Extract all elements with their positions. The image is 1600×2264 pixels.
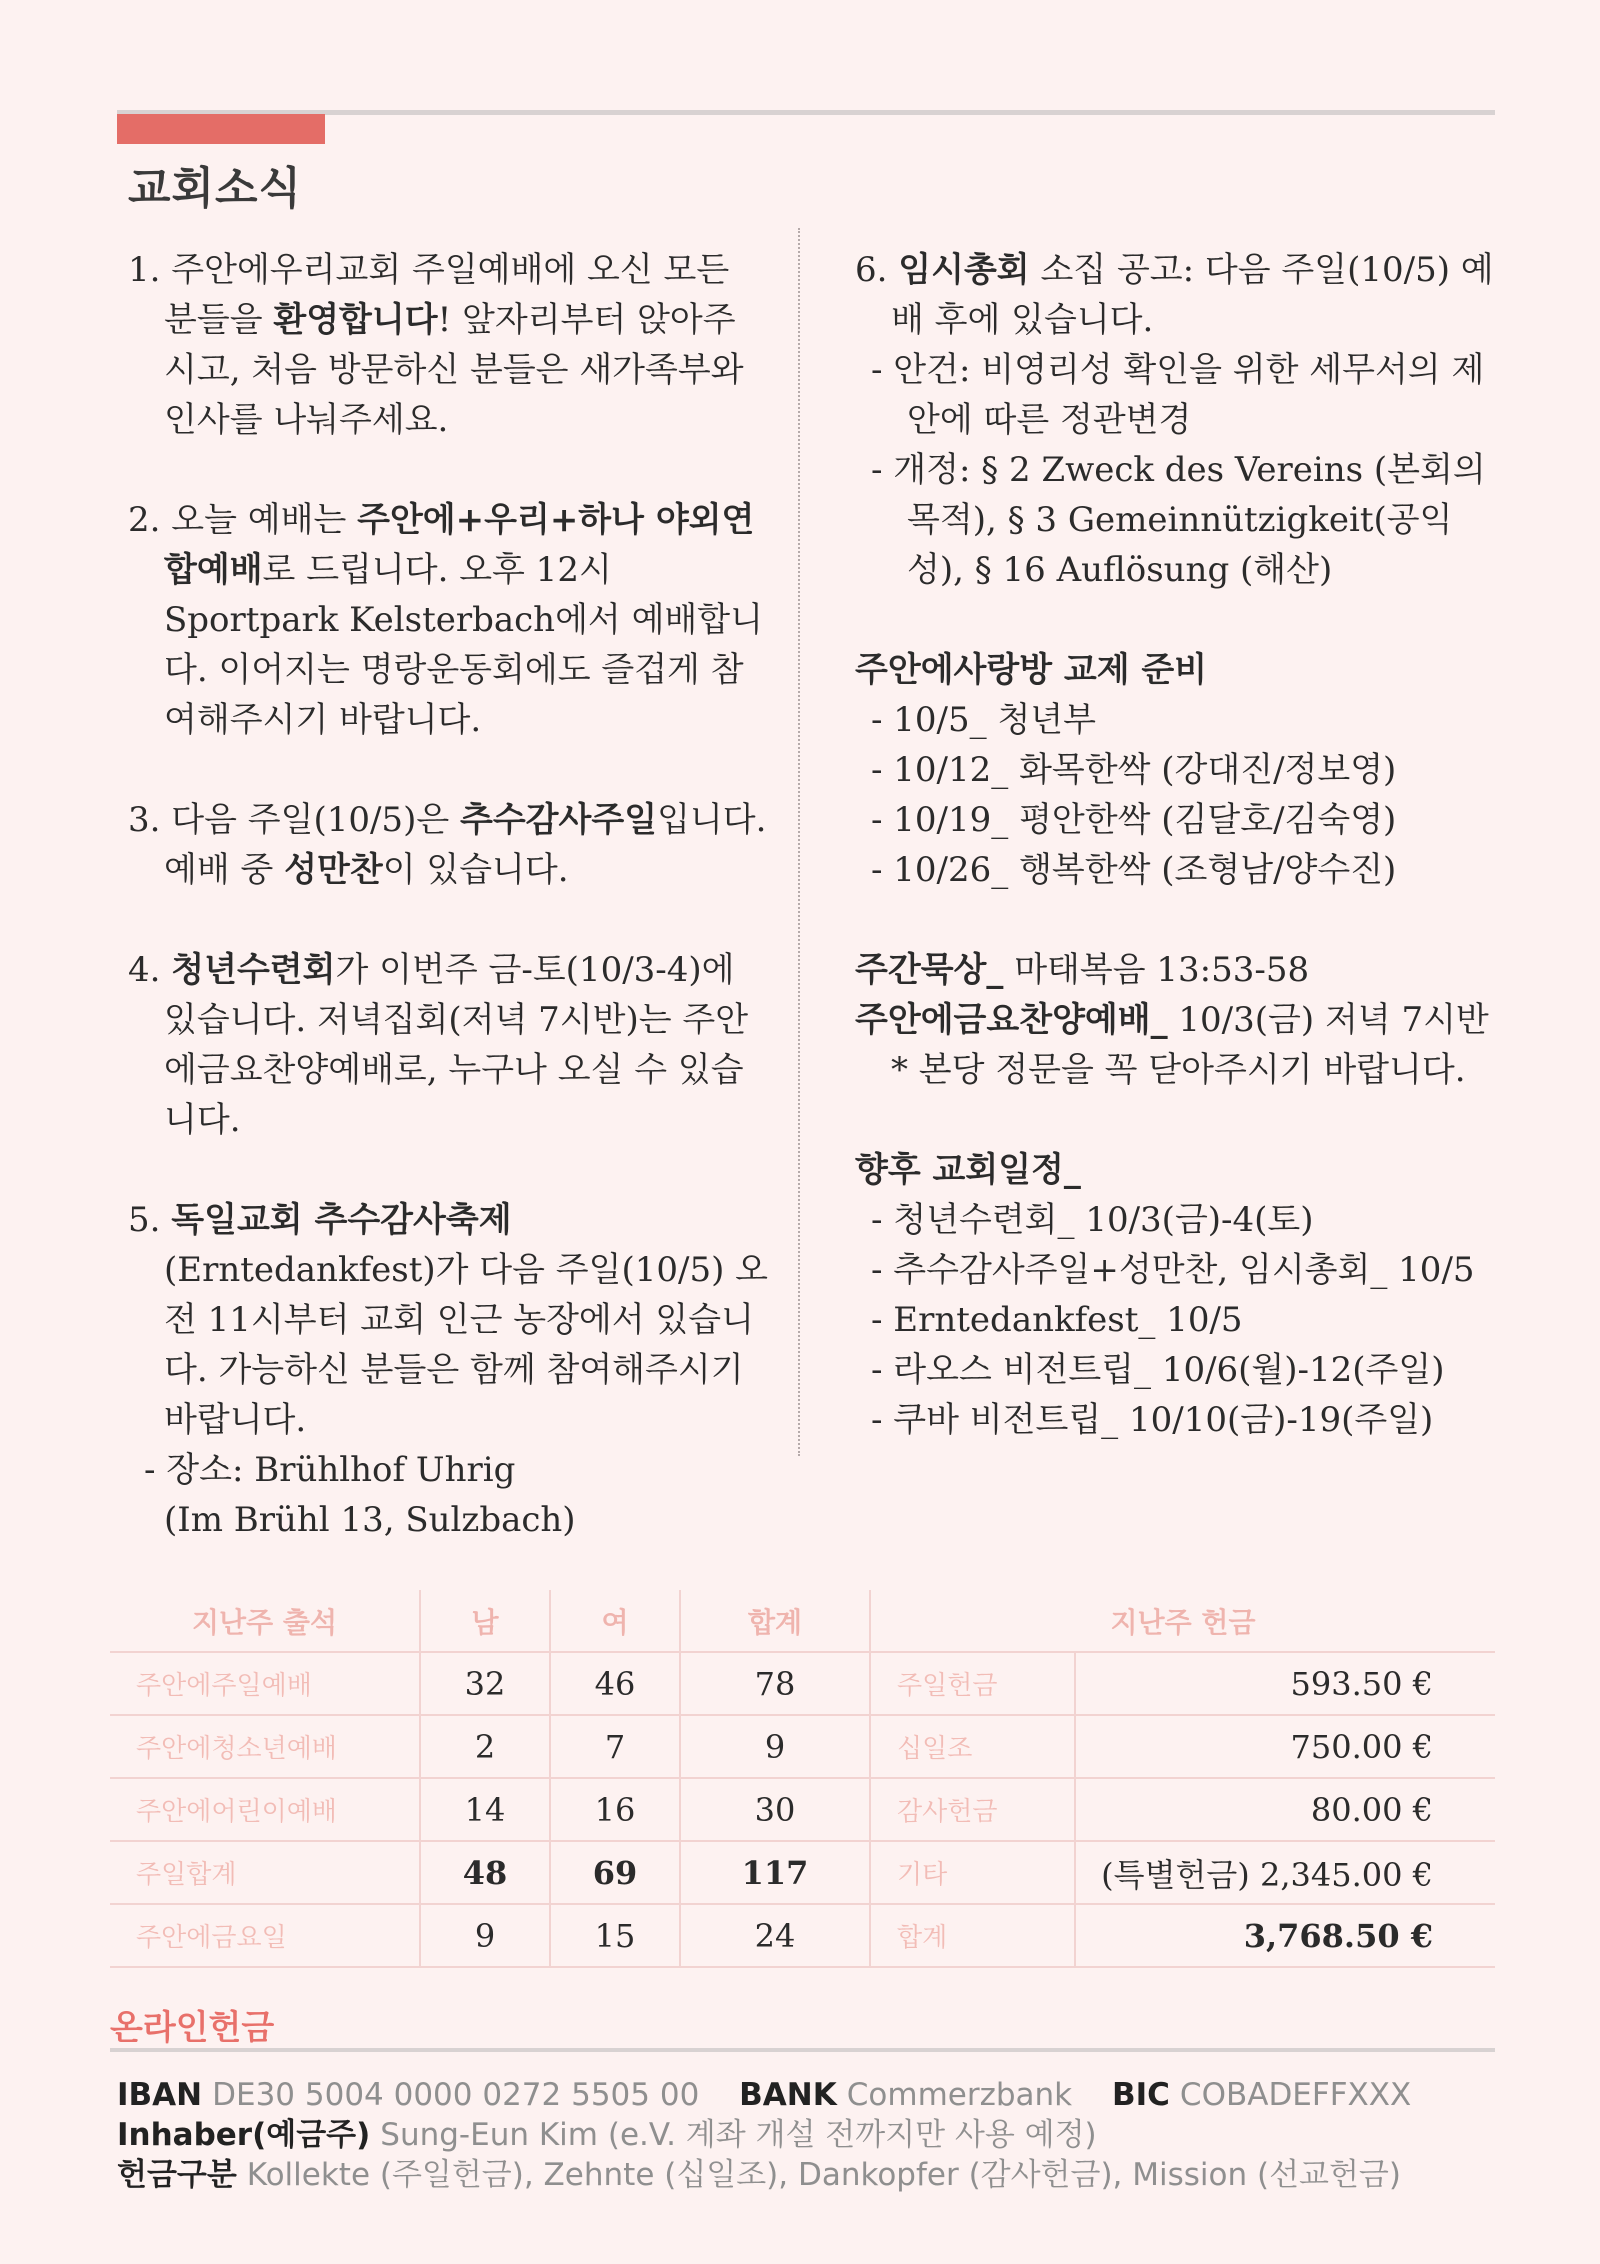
- meditation: 주간묵상_ 마태복음 13:53-58: [855, 950, 1310, 990]
- online-rule: [110, 2048, 1495, 2052]
- table-row-sunday-total: 주일합계 48 69 117 기타 (특별헌금) 2,345.00 €: [110, 1841, 1495, 1904]
- bank-info-line: IBAN DE30 5004 0000 0272 5505 00 BANK Commerzbank BIC COBADEFFXXX: [117, 2077, 1412, 2113]
- meal-title: 주안에사랑방 교제 준비: [855, 650, 1208, 690]
- table-header-row: [110, 1590, 1495, 1652]
- notice-5-address: (Im Brühl 13, Sulzbach): [164, 1500, 576, 1540]
- friday-note: * 본당 정문을 꼭 닫아주시기 바랍니다.: [891, 1050, 1466, 1090]
- right-column: [855, 245, 1505, 1445]
- header-total: 합계: [680, 1590, 870, 1652]
- schedule-item: - 쿠바 비전트립_ 10/10(금)-19(주일): [871, 1400, 1434, 1440]
- meal-item: - 10/19_ 평안한싹 (김달호/김숙영): [871, 800, 1397, 840]
- schedule-item: - Erntedankfest_ 10/5: [871, 1300, 1243, 1340]
- header-attendance: 지난주 출석: [110, 1590, 420, 1652]
- header-accent-bar: [117, 114, 325, 144]
- attendance-offering-table: [110, 1590, 1495, 1968]
- header-male: 남: [420, 1590, 550, 1652]
- iban-value: DE30 5004 0000 0272 5505 00: [212, 2077, 700, 2113]
- meal-item: - 10/26_ 행복한싹 (조형남/양수진): [871, 850, 1397, 890]
- meal-item: - 10/5_ 청년부: [871, 700, 1096, 740]
- notice-3: 3. 다음 주일(10/5)은 추수감사주일입니다. 예배 중 성만찬이 있습니다.: [128, 800, 767, 890]
- column-divider: [798, 228, 800, 1456]
- meal-item: - 10/12_ 화목한싹 (강대진/정보영): [871, 750, 1397, 790]
- bic-value: COBADEFFXXX: [1179, 2077, 1412, 2113]
- notice-2: 2. 오늘 예배는 주안에+우리+하나 야외연합예배로 드립니다. 오후 12시 Sportpark Kelsterbach에서 예배합니다. 이어지는 명랑운동회에도 즐겁게 참여해주시기 바랍니다.: [128, 500, 763, 740]
- holder-value: Sung-Eun Kim (e.V. 계좌 개설 전까지만 사용 예정): [380, 2117, 1097, 2153]
- schedule-title: 향후 교회일정_: [855, 1150, 1081, 1190]
- table-row: 주안에청소년예배 2 7 9 십일조 750.00 €: [110, 1715, 1495, 1778]
- notice-6: 6. 임시총회 소집 공고: 다음 주일(10/5) 예배 후에 있습니다.: [855, 250, 1494, 340]
- notice-6-revision: - 개정: § 2 Zweck des Vereins (본회의 목적), § 3 Gemeinnützigkeit(공익성), § 16 Auflösung (해산): [871, 450, 1486, 590]
- offering-types-value: Kollekte (주일헌금), Zehnte (십일조), Dankopfer (감사헌금), Mission (선교헌금): [246, 2157, 1401, 2193]
- offering-grand-total: 3,768.50 €: [1075, 1904, 1495, 1967]
- schedule-item: - 라오스 비전트립_ 10/6(월)-12(주일): [871, 1350, 1445, 1390]
- left-column: [128, 245, 768, 1545]
- notice-5: 5. 독일교회 추수감사축제(Erntedankfest)가 다음 주일(10/5) 오전 11시부터 교회 인근 농장에서 있습니다. 가능하신 분들은 함께 참여해주시기 바랍니다.: [128, 1200, 769, 1440]
- notice-4: 4. 청년수련회가 이번주 금-토(10/3-4)에 있습니다. 저녁집회(저녁 7시반)는 주안에금요찬양예배로, 누구나 오실 수 있습니다.: [128, 950, 749, 1140]
- friday-worship: 주안에금요찬양예배_ 10/3(금) 저녁 7시반: [855, 1000, 1489, 1040]
- holder-line: Inhaber(예금주) Sung-Eun Kim (e.V. 계좌 개설 전까지만 사용 예정): [117, 2117, 1097, 2153]
- schedule-item: - 청년수련회_ 10/3(금)-4(토): [871, 1200, 1314, 1240]
- table-row: 주안에어린이예배 14 16 30 감사헌금 80.00 €: [110, 1778, 1495, 1841]
- header-female: 여: [550, 1590, 680, 1652]
- notice-1: 1. 주안에우리교회 주일예배에 오신 모든 분들을 환영합니다! 앞자리부터 앉아주시고, 처음 방문하신 분들은 새가족부와 인사를 나눠주세요.: [128, 250, 744, 440]
- notice-5-place: - 장소: Brühlhof Uhrig: [144, 1450, 516, 1490]
- offering-types-line: 헌금구분 Kollekte (주일헌금), Zehnte (십일조), Dankopfer (감사헌금), Mission (선교헌금): [117, 2157, 1401, 2193]
- table-row: 주안에주일예배 32 46 78 주일헌금 593.50 €: [110, 1652, 1495, 1715]
- header-offering: 지난주 헌금: [870, 1590, 1495, 1652]
- bank-value: Commerzbank: [846, 2077, 1073, 2113]
- section-title: 교회소식: [128, 163, 303, 214]
- schedule-item: - 추수감사주일+성만찬, 임시총회_ 10/5: [871, 1250, 1475, 1290]
- table-row: 주안에금요일 9 15 24 합계 3,768.50 €: [110, 1904, 1495, 1967]
- notice-6-agenda: - 안건: 비영리성 확인을 위한 세무서의 제안에 따른 정관변경: [871, 350, 1485, 440]
- online-offering-title: 온라인헌금: [110, 2008, 275, 2048]
